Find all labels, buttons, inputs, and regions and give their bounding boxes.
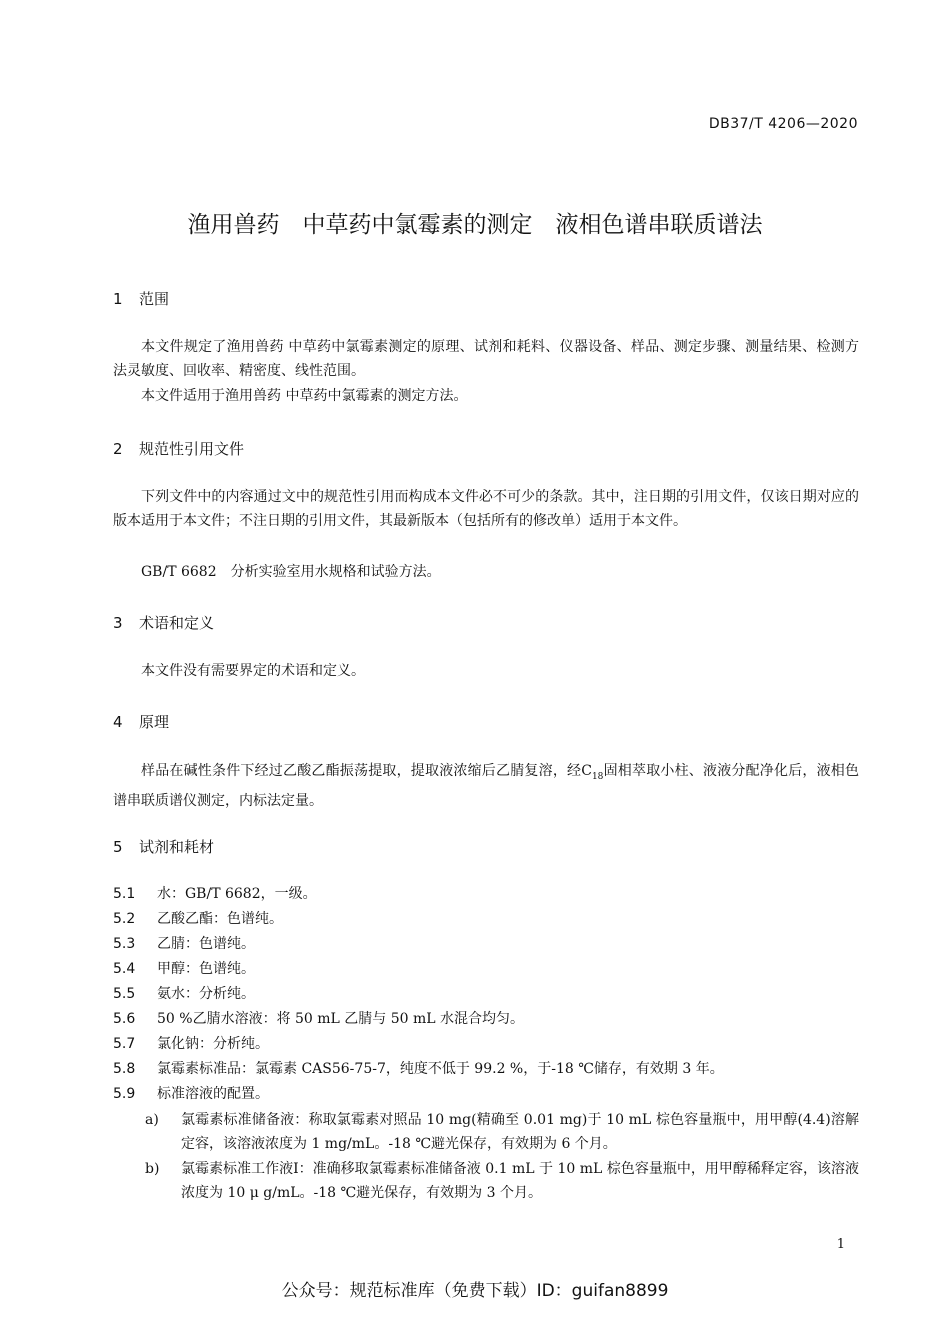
item-text: 乙腈：色谱纯。 <box>157 936 255 952</box>
document-title: 渔用兽药 中草药中氯霉素的测定 液相色谱串联质谱法 <box>187 212 763 238</box>
item-text: 水：GB/T 6682，一级。 <box>157 886 317 902</box>
list-item <box>113 1057 859 1082</box>
item-text: 氯化钠：分析纯。 <box>157 1036 269 1052</box>
footer-watermark-text: 公众号：规范标准库（免费下载）ID：guifan8899 <box>281 1281 669 1301</box>
section-number: 4 <box>113 713 123 731</box>
section-heading-terms <box>113 612 214 633</box>
item-text: 50 %乙腈水溶液：将 50 mL 乙腈与 50 mL 水混合均匀。 <box>157 1011 525 1027</box>
section-title: 术语和定义 <box>139 614 215 632</box>
list-item <box>113 1007 859 1032</box>
reagent-list <box>113 882 859 1107</box>
principle-text-a: 样品在碱性条件下经过乙酸乙酯振荡提取，提取液浓缩后乙腈复溶，经C <box>141 763 592 779</box>
item-number: 5.1 <box>113 886 136 902</box>
principle-subscript: 18 <box>591 771 604 782</box>
section-title: 规范性引用文件 <box>139 440 245 458</box>
section-number: 2 <box>113 440 123 458</box>
item-number: 5.6 <box>113 1011 136 1027</box>
section-number: 3 <box>113 614 123 632</box>
references-paragraph: 下列文件中的内容通过文中的规范性引用而构成本文件必不可少的条款。其中，注日期的引用文件，仅该日期对应的版本适用于本文件；不注日期的引用文件，其最新版本（包括所有的修改单）适用于本文件。 <box>113 489 859 529</box>
section-title: 原理 <box>139 713 170 731</box>
item-text: 氯霉素标准品：氯霉素 CAS56-75-7，纯度不低于 99.2 %，于-18 ℃储存，有效期 3 年。 <box>157 1061 724 1077</box>
item-number: 5.9 <box>113 1086 136 1102</box>
item-number: 5.8 <box>113 1061 136 1077</box>
list-item <box>113 907 859 932</box>
list-item <box>113 1032 859 1057</box>
sub-item-label: a) <box>145 1112 159 1128</box>
section-heading-principle <box>113 711 169 732</box>
sub-item-label: b) <box>145 1161 160 1177</box>
list-item <box>113 957 859 982</box>
section-heading-normative-references <box>113 438 244 459</box>
section-number: 5 <box>113 838 123 856</box>
item-text: 氨水：分析纯。 <box>157 986 255 1002</box>
sub-item-text: 氯霉素标准储备液：称取氯霉素对照品 10 mg(精确至 0.01 mg)于 10 mL 棕色容量瓶中，用甲醇(4.4)溶解定容，该溶液浓度为 1 mg/mL。-18 ℃避光保存，有效期为 6 个月。 <box>181 1112 859 1152</box>
section-heading-scope <box>113 288 169 309</box>
reference-gb-6682: GB/T 6682 分析实验室用水规格和试验方法。 <box>141 564 441 580</box>
item-number: 5.2 <box>113 911 136 927</box>
sub-item-text: 氯霉素标准工作液Ⅰ：准确移取氯霉素标准储备液 0.1 mL 于 10 mL 棕色容量瓶中，用甲醇稀释定容，该溶液浓度为 10 μ g/mL。-18 ℃避光保存，有效期为 3 个月。 <box>181 1161 859 1201</box>
principle-paragraph <box>113 759 859 813</box>
scope-paragraph-2: 本文件适用于渔用兽药 中草药中氯霉素的测定方法。 <box>141 388 468 404</box>
section-number: 1 <box>113 290 123 308</box>
item-text: 标准溶液的配置。 <box>157 1086 269 1102</box>
scope-paragraph-1: 本文件规定了渔用兽药 中草药中氯霉素测定的原理、试剂和耗料、仪器设备、样品、测定步骤、测量结果、检测方法灵敏度、回收率、精密度、线性范围。 <box>113 339 859 379</box>
item-number: 5.5 <box>113 986 136 1002</box>
list-item <box>113 1082 859 1107</box>
item-number: 5.3 <box>113 936 136 952</box>
item-number: 5.4 <box>113 961 136 977</box>
document-code: DB37/T 4206—2020 <box>708 116 858 132</box>
list-item <box>113 882 859 907</box>
page-number: 1 <box>836 1237 845 1252</box>
list-item <box>113 982 859 1007</box>
section-title: 范围 <box>139 290 170 308</box>
item-text: 乙酸乙酯：色谱纯。 <box>157 911 283 927</box>
sub-item-working-solution <box>145 1157 859 1205</box>
sub-item-stock-solution <box>145 1108 859 1156</box>
section-title: 试剂和耗材 <box>139 838 215 856</box>
section-heading-reagents <box>113 836 214 857</box>
list-item <box>113 932 859 957</box>
item-number: 5.7 <box>113 1036 136 1052</box>
terms-paragraph: 本文件没有需要界定的术语和定义。 <box>141 663 365 679</box>
principle-text-b: 固相萃取小柱、液液分配净化后，液相色谱串联质谱仪测定，内标法定量。 <box>113 763 860 809</box>
item-text: 甲醇：色谱纯。 <box>157 961 255 977</box>
